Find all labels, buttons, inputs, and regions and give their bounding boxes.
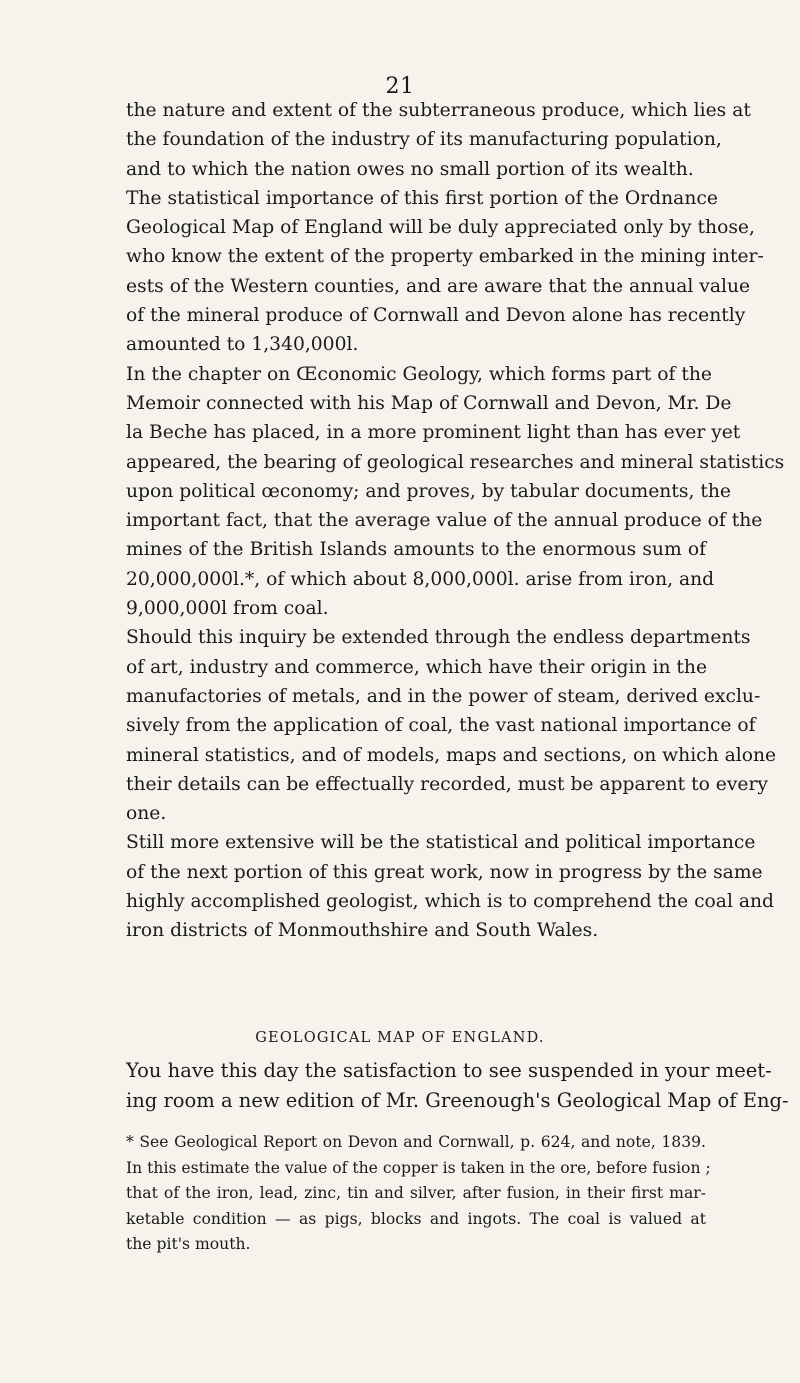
text-line: who know the extent of the property embarked in the mining inter- xyxy=(126,246,764,268)
text-line: sively from the application of coal, the vast national importance of xyxy=(126,715,756,737)
text-line: the nature and extent of the subterraneous produce, which lies at xyxy=(126,100,751,121)
text-line: appeared, the bearing of geological researches and mineral statistics xyxy=(126,451,785,473)
text-line: Still more extensive will be the statistical and political importance xyxy=(126,832,756,854)
text-line: Memoir connected with his Map of Cornwall and Devon, Mr. De xyxy=(126,392,732,414)
paragraph xyxy=(126,828,774,945)
text-line: In the chapter on Œconomic Geology, which forms part of the xyxy=(126,363,712,385)
text-line: the foundation of the industry of its manufacturing population, xyxy=(126,129,722,151)
paragraph xyxy=(126,184,764,360)
text-line: Should this inquiry be extended through the endless departments xyxy=(126,627,751,649)
text-line: of the next portion of this great work, now in progress by the same xyxy=(126,861,763,883)
page-number: 21 xyxy=(385,74,415,99)
paragraph xyxy=(126,360,785,624)
section-heading: GEOLOGICAL MAP OF ENGLAND. xyxy=(255,1030,545,1046)
text-line: mines of the British Islands amounts to the enormous sum of xyxy=(126,539,706,561)
text-line: You have this day the satisfaction to see suspended in your meet- xyxy=(126,1059,772,1082)
text-line: iron districts of Monmouthshire and South Wales. xyxy=(126,920,599,942)
footnote-line: that of the iron, lead, zinc, tin and silver, after fusion, in their first mar- xyxy=(126,1184,706,1203)
text-line: Geological Map of England will be duly appreciated only by those, xyxy=(126,217,755,239)
text-line: highly accomplished geologist, which is to comprehend the coal and xyxy=(126,891,774,913)
footnote-line: * See Geological Report on Devon and Cornwall, p. 624, and note, 1839. xyxy=(126,1133,706,1151)
body-text xyxy=(126,96,785,946)
text-line: manufactories of metals, and in the power of steam, derived exclu- xyxy=(126,685,761,707)
text-line: important fact, that the average value of the annual produce of the xyxy=(126,510,763,532)
text-line: ests of the Western counties, and are aware that the annual value xyxy=(126,275,751,297)
text-line: la Beche has placed, in a more prominent light than has ever yet xyxy=(126,422,741,444)
footnote-line: In this estimate the value of the copper is taken in the ore, before fusion ; xyxy=(126,1158,711,1177)
footnote-line: the pit's mouth. xyxy=(126,1235,251,1254)
text-line: ing room a new edition of Mr. Greenough's Geological Map of Eng- xyxy=(126,1089,789,1112)
text-line: one. xyxy=(126,803,167,825)
text-line: 20,000,000l.*, of which about 8,000,000l. arise from iron, and xyxy=(126,568,715,590)
text-line: their details can be effectually recorded, must be apparent to every xyxy=(126,773,768,795)
text-line: amounted to 1,340,000l. xyxy=(126,334,359,356)
paragraph xyxy=(126,623,777,828)
text-line: and to which the nation owes no small portion of its wealth. xyxy=(126,158,694,180)
footnote xyxy=(126,1130,711,1258)
paragraph xyxy=(126,96,751,184)
text-line: of the mineral produce of Cornwall and Devon alone has recently xyxy=(126,305,746,327)
footnote-line: ketable condition — as pigs, blocks and ingots. The coal is valued at xyxy=(126,1209,706,1228)
text-line: mineral statistics, and of models, maps and sections, on which alone xyxy=(126,744,777,766)
text-line: 9,000,000l from coal. xyxy=(126,598,329,620)
text-line: of art, industry and commerce, which have their origin in the xyxy=(126,656,708,678)
section-paragraph xyxy=(126,1056,789,1116)
text-line: The statistical importance of this first portion of the Ordnance xyxy=(126,187,718,209)
text-line: upon political œconomy; and proves, by tabular documents, the xyxy=(126,480,731,502)
